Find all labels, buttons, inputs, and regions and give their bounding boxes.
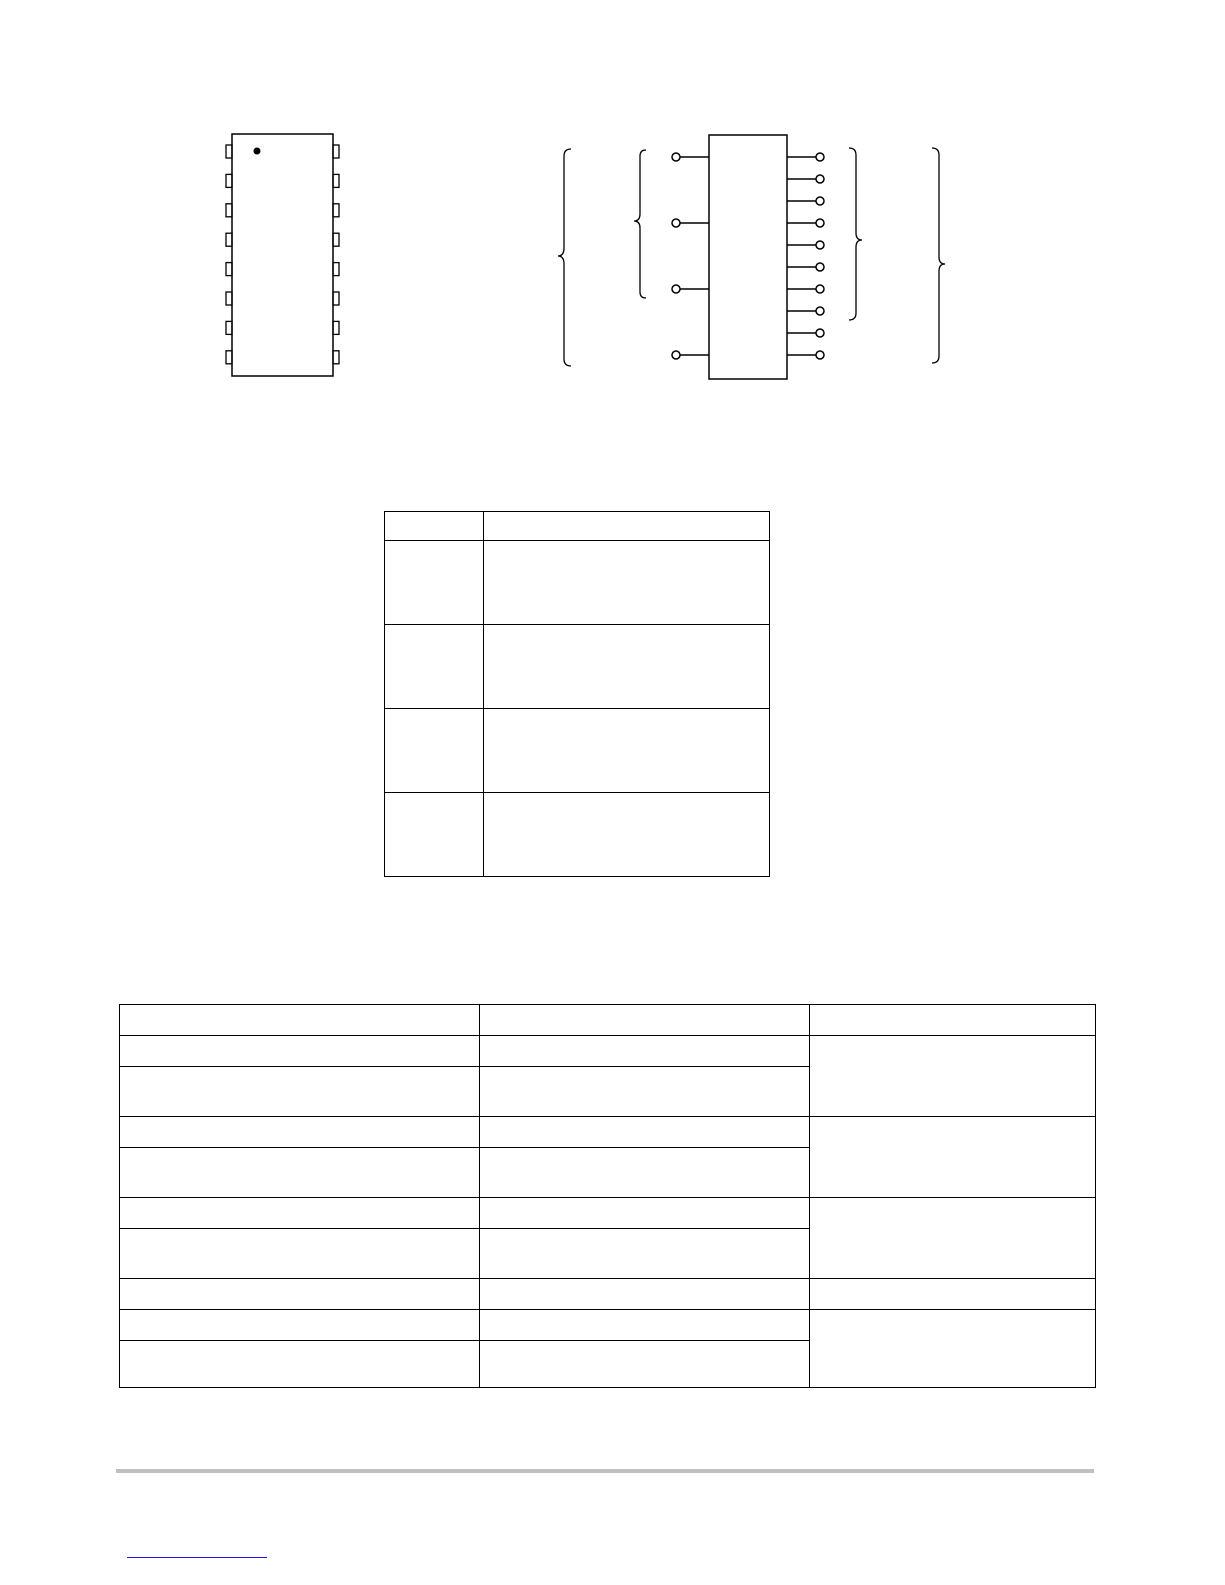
table-cell xyxy=(385,793,484,877)
footer-divider xyxy=(116,1469,1094,1473)
footer-link-underline[interactable] xyxy=(127,1557,267,1558)
ic-package-diagram xyxy=(226,134,339,376)
table-cell xyxy=(120,1036,480,1067)
table-cell xyxy=(810,1279,1096,1310)
table-header-row xyxy=(385,512,770,541)
table-cell xyxy=(480,1198,810,1229)
table-row xyxy=(385,793,770,877)
table-row xyxy=(120,1036,1096,1067)
ic-pin-left xyxy=(226,321,232,334)
table-cell xyxy=(480,1341,810,1388)
ic-pin-right xyxy=(333,292,339,305)
merged-table-cell xyxy=(810,1198,1096,1279)
output-terminal xyxy=(816,263,824,271)
input-terminal xyxy=(672,153,680,161)
right-inner-brace xyxy=(849,148,862,320)
header-cell xyxy=(810,1005,1096,1036)
header-cell xyxy=(484,512,770,541)
table-cell xyxy=(480,1229,810,1279)
output-terminal xyxy=(816,285,824,293)
output-terminal xyxy=(816,175,824,183)
merged-table-cell xyxy=(810,1117,1096,1198)
table-cell xyxy=(385,541,484,625)
pin1-indicator-dot xyxy=(254,148,261,155)
ic-pin-left xyxy=(226,233,232,246)
table-cell xyxy=(480,1067,810,1117)
table-cell xyxy=(484,625,770,709)
ic-pin-right xyxy=(333,263,339,276)
table-cell xyxy=(120,1229,480,1279)
merged-table-cell xyxy=(810,1036,1096,1117)
output-terminal xyxy=(816,241,824,249)
ic-package-body xyxy=(232,134,333,376)
table-cell xyxy=(120,1310,480,1341)
input-terminal xyxy=(672,285,680,293)
output-terminal xyxy=(816,329,824,337)
merged-table-cell xyxy=(810,1310,1096,1388)
table-cell xyxy=(120,1341,480,1388)
table-cell xyxy=(120,1148,480,1198)
table-cell xyxy=(120,1279,480,1310)
table-row xyxy=(385,709,770,793)
logic-symbol-body xyxy=(709,135,787,379)
ic-pin-right xyxy=(333,321,339,334)
ic-pin-left xyxy=(226,145,232,158)
output-terminal xyxy=(816,153,824,161)
input-terminal xyxy=(672,351,680,359)
ic-pin-right xyxy=(333,174,339,187)
output-terminal xyxy=(816,351,824,359)
ic-pin-left xyxy=(226,204,232,217)
table-cell xyxy=(120,1198,480,1229)
output-terminal xyxy=(816,197,824,205)
table-cell xyxy=(480,1036,810,1067)
diagrams-area xyxy=(0,0,1225,420)
table-row xyxy=(120,1279,1096,1310)
table-row xyxy=(120,1117,1096,1148)
logic-symbol-diagram xyxy=(558,135,945,379)
input-terminal xyxy=(672,219,680,227)
header-cell xyxy=(385,512,484,541)
ic-pin-right xyxy=(333,351,339,364)
table-cell xyxy=(484,793,770,877)
left-inner-brace xyxy=(634,150,646,298)
table-cell xyxy=(385,625,484,709)
ic-pin-right xyxy=(333,204,339,217)
ic-pin-right xyxy=(333,233,339,246)
ic-pin-left xyxy=(226,351,232,364)
ic-pin-left xyxy=(226,263,232,276)
table-row xyxy=(120,1310,1096,1341)
table-cell xyxy=(480,1310,810,1341)
right-outer-brace xyxy=(932,148,945,363)
ic-pin-left xyxy=(226,292,232,305)
table-cell xyxy=(385,709,484,793)
ic-pin-left xyxy=(226,174,232,187)
table-row xyxy=(385,541,770,625)
table-cell xyxy=(120,1067,480,1117)
table-header-row xyxy=(120,1005,1096,1036)
table-cell xyxy=(120,1117,480,1148)
table-cell xyxy=(480,1279,810,1310)
header-cell xyxy=(480,1005,810,1036)
table-cell xyxy=(480,1148,810,1198)
table-row xyxy=(120,1198,1096,1229)
specification-table xyxy=(119,1004,1096,1388)
output-terminal xyxy=(816,307,824,315)
ic-pin-right xyxy=(333,145,339,158)
table-cell xyxy=(484,709,770,793)
table-cell xyxy=(484,541,770,625)
pin-description-table xyxy=(384,511,770,877)
output-terminal xyxy=(816,219,824,227)
table-row xyxy=(385,625,770,709)
header-cell xyxy=(120,1005,480,1036)
left-outer-brace xyxy=(558,149,571,366)
table-cell xyxy=(480,1117,810,1148)
